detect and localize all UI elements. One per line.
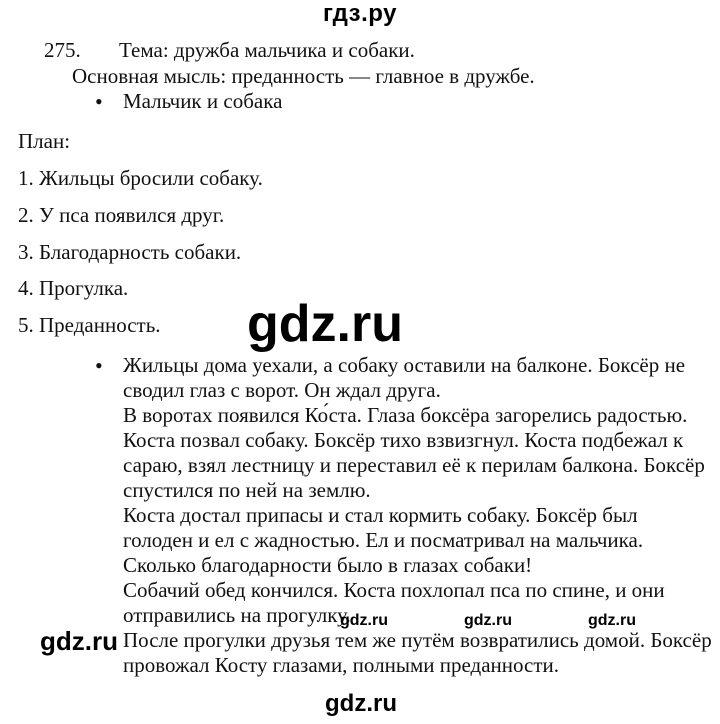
story-line: провожал Косту глазами, полными преданности. <box>123 653 560 677</box>
story-line: спустился по ней на землю. <box>123 478 371 502</box>
story-line: Коста достал припасы и стал кормить собаку. Боксёр был <box>123 503 638 527</box>
story-line: Собачий обед кончился. Коста похлопал пса по спине, и они <box>123 578 665 602</box>
watermark-large: gdz.ru <box>247 295 403 353</box>
story-line: Жильцы дома уехали, а собаку оставили на балконе. Боксёр не <box>123 353 686 377</box>
watermark-medium: gdz.ru <box>40 626 118 656</box>
story-line: голоден и ел с жадностью. Ел и посматривал на мальчика. <box>123 528 644 552</box>
story-line: сараю, взял лестницу и переставил её к перилам балкона. Боксёр <box>123 453 705 477</box>
plan-item: 4. Прогулка. <box>18 276 129 300</box>
watermark-small: gdz.ru <box>464 612 512 629</box>
story-line: Коста позвал собаку. Боксёр тихо взвизгнул. Коста подбежал к <box>123 428 684 452</box>
story-line: В воротах появился Ко́ста. Глаза боксёра загорелись радостью. <box>123 403 688 427</box>
bullet-icon: • <box>95 89 103 114</box>
task-main-idea: Основная мысль: преданность — главное в дружбе. <box>72 64 535 88</box>
plan-label: План: <box>18 129 71 153</box>
site-title: гдз.ру <box>323 0 397 27</box>
task-theme: Тема: дружба мальчика и собаки. <box>119 38 415 62</box>
plan-item: 2. У пса появился друг. <box>18 203 225 227</box>
watermark-bottom: gdz.ru <box>325 690 397 717</box>
story-line: отправились на прогулку. <box>123 603 351 627</box>
watermark-small: gdz.ru <box>588 612 636 629</box>
task-number: 275. <box>44 38 81 62</box>
watermark-small: gdz.ru <box>340 612 388 629</box>
plan-item: 5. Преданность. <box>18 313 161 337</box>
plan-item: 1. Жильцы бросили собаку. <box>18 166 263 190</box>
plan-item: 3. Благодарность собаки. <box>18 240 242 264</box>
bullet-title: Мальчик и собака <box>123 89 283 113</box>
story-line: сводил глаз с ворот. Он ждал друга. <box>123 378 441 402</box>
story-line: После прогулки друзья тем же путём возвратились домой. Боксёр <box>123 628 712 652</box>
bullet-icon: • <box>95 353 103 378</box>
story-line: Сколько благодарности было в глазах собаки! <box>123 553 533 577</box>
